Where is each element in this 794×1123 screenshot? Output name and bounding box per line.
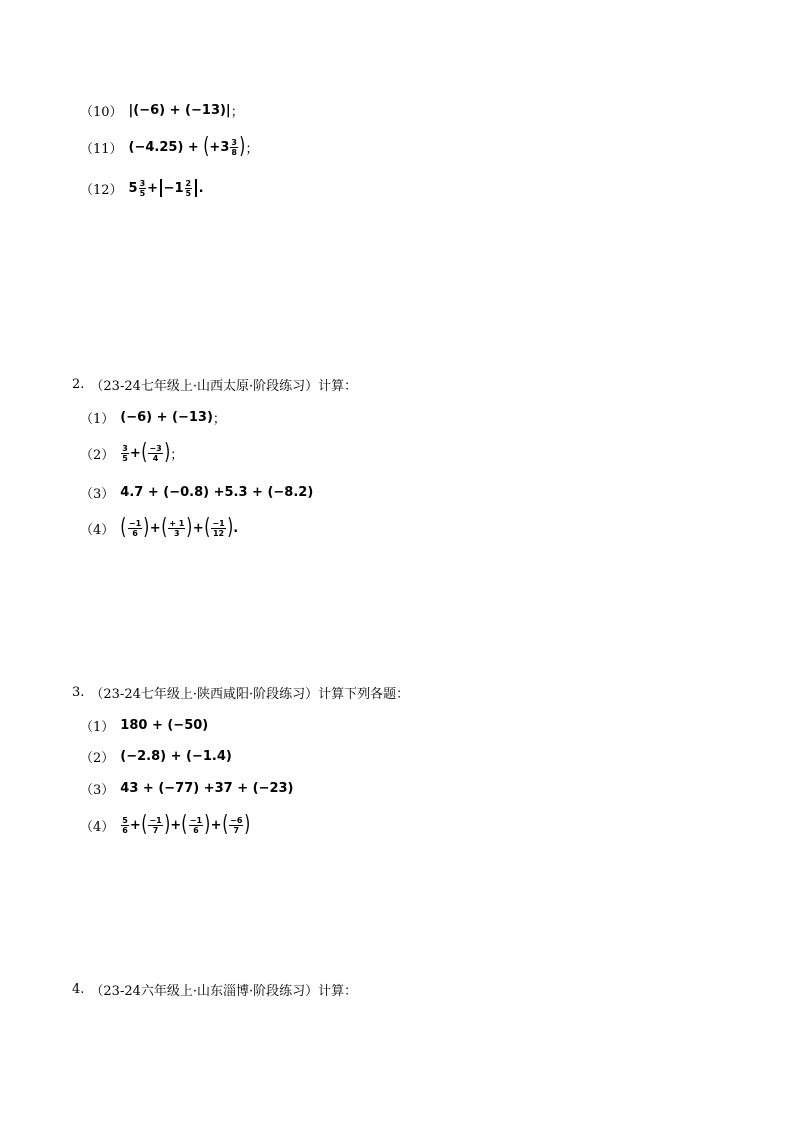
math-expression: |(−6) + (−13)| — [128, 102, 231, 118]
question-number: 2. — [72, 376, 85, 392]
fraction — [148, 816, 162, 835]
q3-item-3 — [80, 774, 294, 802]
numerator: −1 — [212, 518, 225, 528]
q3-item-1 — [80, 711, 208, 739]
punctuation: ； — [230, 104, 244, 120]
denominator: 12 — [212, 528, 225, 538]
question-source: （23-24六年级上·山东淄博·阶段练习）计算： — [90, 983, 358, 999]
right-paren: ) — [163, 812, 170, 837]
numerator: −1 — [128, 518, 142, 528]
left-paren: ( — [181, 812, 188, 837]
math-expression: 43 + (−77) +37 + (−23) — [120, 780, 294, 796]
question-source: （23-24七年级上·陕西咸阳·阶段练习）计算下列各题： — [90, 686, 410, 702]
left-paren: ( — [203, 134, 210, 159]
abs-bar-right — [195, 179, 197, 197]
denominator: 4 — [152, 453, 159, 463]
fraction — [148, 444, 162, 463]
fraction — [230, 138, 238, 157]
numerator: + 1 — [169, 518, 185, 528]
denominator: 5 — [185, 188, 192, 198]
item-label: （1） — [80, 411, 115, 427]
q2-item-2 — [80, 439, 183, 467]
abs-bar-left — [160, 179, 162, 197]
denominator: 6 — [122, 825, 128, 835]
fraction — [168, 519, 185, 538]
punctuation: ； — [245, 141, 259, 157]
q4-heading — [72, 975, 357, 1003]
right-paren: ) — [226, 515, 233, 540]
left-paren: ( — [141, 440, 148, 465]
fraction — [185, 179, 193, 198]
question-source: （23-24七年级上·山西太原·阶段练习）计算： — [90, 378, 358, 394]
math-expression: (−6) + (−13) — [120, 409, 213, 425]
left-paren: ( — [120, 515, 127, 540]
mixed-whole: −1 — [163, 180, 184, 196]
mixed-whole: 5 — [128, 180, 138, 196]
numerator: −3 — [149, 443, 162, 453]
item-label: （11） — [80, 141, 123, 157]
left-paren: ( — [221, 812, 228, 837]
plus-sign: + — [147, 180, 159, 196]
denominator: 7 — [233, 825, 240, 835]
item-label: （1） — [80, 719, 115, 735]
math-expression — [120, 442, 183, 464]
plus-sign: + — [149, 520, 161, 536]
denominator: 5 — [139, 188, 146, 198]
item-label: （3） — [80, 486, 115, 502]
denominator: 5 — [122, 453, 128, 463]
numerator: 3 — [231, 137, 237, 147]
math-expression: 180 + (−50) — [120, 717, 209, 733]
q1-item-12 — [80, 174, 204, 202]
plus-sign: + — [170, 817, 182, 833]
right-paren: ) — [186, 515, 193, 540]
right-paren: ) — [143, 515, 150, 540]
q3-item-2 — [80, 742, 232, 770]
item-label: （12） — [80, 182, 123, 198]
numerator: 3 — [139, 178, 146, 188]
question-number: 4. — [72, 981, 85, 997]
math-expression — [129, 179, 204, 198]
math-expression — [129, 136, 259, 158]
item-label: （3） — [80, 782, 115, 798]
punctuation: . — [233, 520, 239, 536]
fraction — [128, 519, 142, 538]
fraction — [139, 179, 147, 198]
item-label: （10） — [80, 104, 123, 120]
numerator: −1 — [189, 815, 203, 825]
numerator: 5 — [122, 815, 128, 825]
numerator: 3 — [122, 443, 128, 453]
denominator: 7 — [152, 825, 159, 835]
numerator: −1 — [149, 815, 162, 825]
plus-sign: + — [129, 817, 141, 833]
punctuation: ； — [212, 411, 226, 427]
math-expression: 4.7 + (−0.8) +5.3 + (−8.2) — [120, 484, 314, 500]
mixed-whole: +3 — [209, 139, 230, 155]
right-paren: ) — [244, 812, 251, 837]
math-expression: (−2.8) + (−1.4) — [120, 748, 232, 764]
question-number: 3. — [72, 684, 85, 700]
plus-sign: + — [192, 520, 204, 536]
plus-sign: + — [210, 817, 222, 833]
q3-item-4 — [80, 811, 251, 839]
right-paren: ) — [239, 134, 246, 159]
item-label: （4） — [80, 819, 115, 835]
fraction — [211, 519, 225, 538]
punctuation: . — [198, 180, 204, 196]
punctuation: ； — [170, 447, 184, 463]
left-paren: ( — [204, 515, 211, 540]
left-paren: ( — [141, 812, 148, 837]
denominator: 3 — [173, 528, 180, 538]
fraction — [121, 444, 129, 463]
q2-item-1 — [80, 403, 226, 431]
q2-item-4 — [80, 514, 238, 542]
fraction — [229, 816, 243, 835]
q1-item-11 — [80, 133, 259, 161]
right-paren: ) — [204, 812, 211, 837]
fraction — [121, 816, 129, 835]
denominator: 6 — [132, 528, 138, 538]
numerator: 2 — [185, 178, 192, 188]
math-expression — [120, 814, 251, 836]
q2-item-3 — [80, 478, 313, 506]
left-paren: ( — [160, 515, 167, 540]
item-label: （4） — [80, 522, 115, 538]
denominator: 6 — [193, 825, 199, 835]
denominator: 8 — [231, 147, 237, 157]
right-paren: ) — [163, 440, 170, 465]
item-label: （2） — [80, 750, 115, 766]
numerator: −6 — [230, 815, 243, 825]
q2-heading — [72, 370, 357, 398]
item-label: （2） — [80, 447, 115, 463]
q1-item-10 — [80, 96, 244, 124]
math-expression — [120, 517, 238, 539]
expression-part: (−4.25) + — [128, 139, 199, 155]
q3-heading — [72, 678, 409, 706]
fraction — [189, 816, 203, 835]
plus-sign: + — [129, 445, 141, 461]
